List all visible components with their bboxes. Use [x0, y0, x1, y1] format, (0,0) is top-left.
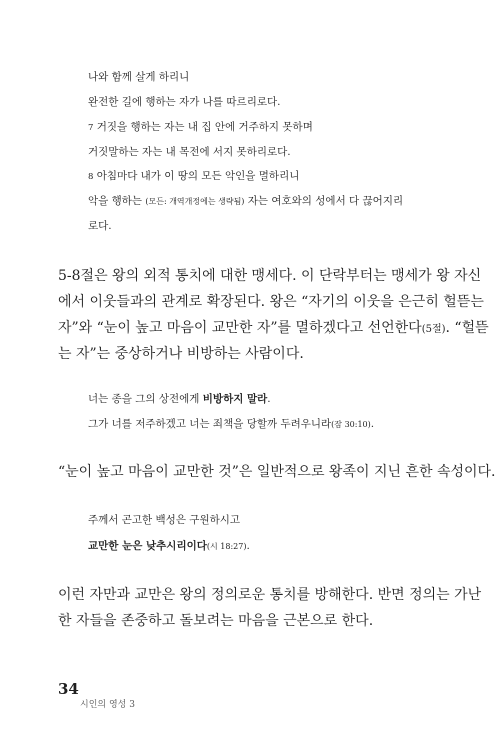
- paragraph-line: 는 자”는 중상하거나 비방하는 사람이다.: [58, 346, 304, 362]
- paragraph-line: “눈이 높고 마음이 교만한 것”은 일반적으로 왕족이 지닌 흔한 속성이다.: [58, 464, 496, 480]
- verse-number: 8: [88, 172, 94, 182]
- emphasis-text: 교만한 눈은 낮추시리이다: [88, 540, 207, 552]
- verse-reference: (5절): [421, 324, 446, 335]
- quote-line: [88, 393, 448, 405]
- translation-note: (모든: 개역개정에는 생략됨): [145, 197, 245, 206]
- quote-line: [88, 418, 448, 431]
- quote-line: 로다.: [88, 220, 112, 232]
- quote-text: .: [246, 540, 250, 552]
- quote-line: 나와 함께 살게 하리니: [88, 71, 190, 83]
- verse-reference: (시 18:27): [206, 542, 247, 551]
- paragraph-line: 5-8절은 왕의 외적 통치에 대한 맹세다. 이 단락부터는 맹세가 왕 자신: [58, 268, 482, 284]
- paragraph-line: [58, 320, 489, 338]
- quote-line: [88, 540, 448, 553]
- verse-text: 거짓을 행하는 자는 내 집 안에 거주하지 못하며: [93, 121, 313, 133]
- verse-text: 아침마다 내가 이 땅의 모든 악인을 멸하리니: [93, 170, 300, 182]
- quote-line: 거짓말하는 자는 내 목전에 서지 못하리로다.: [88, 146, 291, 158]
- quote-text: 너는 종을 그의 상전에게: [88, 393, 203, 405]
- quote-line: 주께서 곤고한 백성은 구원하시고: [88, 514, 241, 526]
- paragraph-text: . “헐뜯: [445, 320, 489, 336]
- quote-line: [88, 170, 448, 183]
- verse-number: 7: [88, 123, 94, 133]
- quote-text: .: [370, 418, 375, 430]
- quote-text: 그가 너를 저주하겠고 너는 죄책을 당할까 두려우니라: [88, 418, 332, 430]
- verse-text: 악을 행하는: [88, 195, 146, 207]
- quote-line: [88, 195, 448, 208]
- verse-reference: (잠 30:10): [331, 420, 371, 429]
- page-number: 34: [58, 680, 79, 698]
- paragraph-line: 이런 자만과 교만은 왕의 정의로운 통치를 방해한다. 반면 정의는 가난: [58, 587, 482, 603]
- quote-line: [88, 121, 448, 134]
- paragraph-line: 한 자들을 존중하고 돌보려는 마음을 근본으로 한다.: [58, 613, 374, 629]
- quote-text: .: [267, 393, 271, 405]
- quote-line: 완전한 길에 행하는 자가 나를 따르리로다.: [88, 96, 281, 108]
- emphasis-text: 비방하지 말라: [202, 393, 268, 405]
- book-title: 시인의 영성 3: [80, 700, 135, 710]
- paragraph-text: 자”와 “눈이 높고 마음이 교만한 자”를 멸하겠다고 선언한다: [58, 320, 422, 336]
- verse-text: 자는 여호와의 성에서 다 끊어지리: [244, 195, 404, 207]
- paragraph-line: 에서 이웃들과의 관계로 확장된다. 왕은 “자기의 이웃을 은근히 헐뜯는: [58, 294, 484, 310]
